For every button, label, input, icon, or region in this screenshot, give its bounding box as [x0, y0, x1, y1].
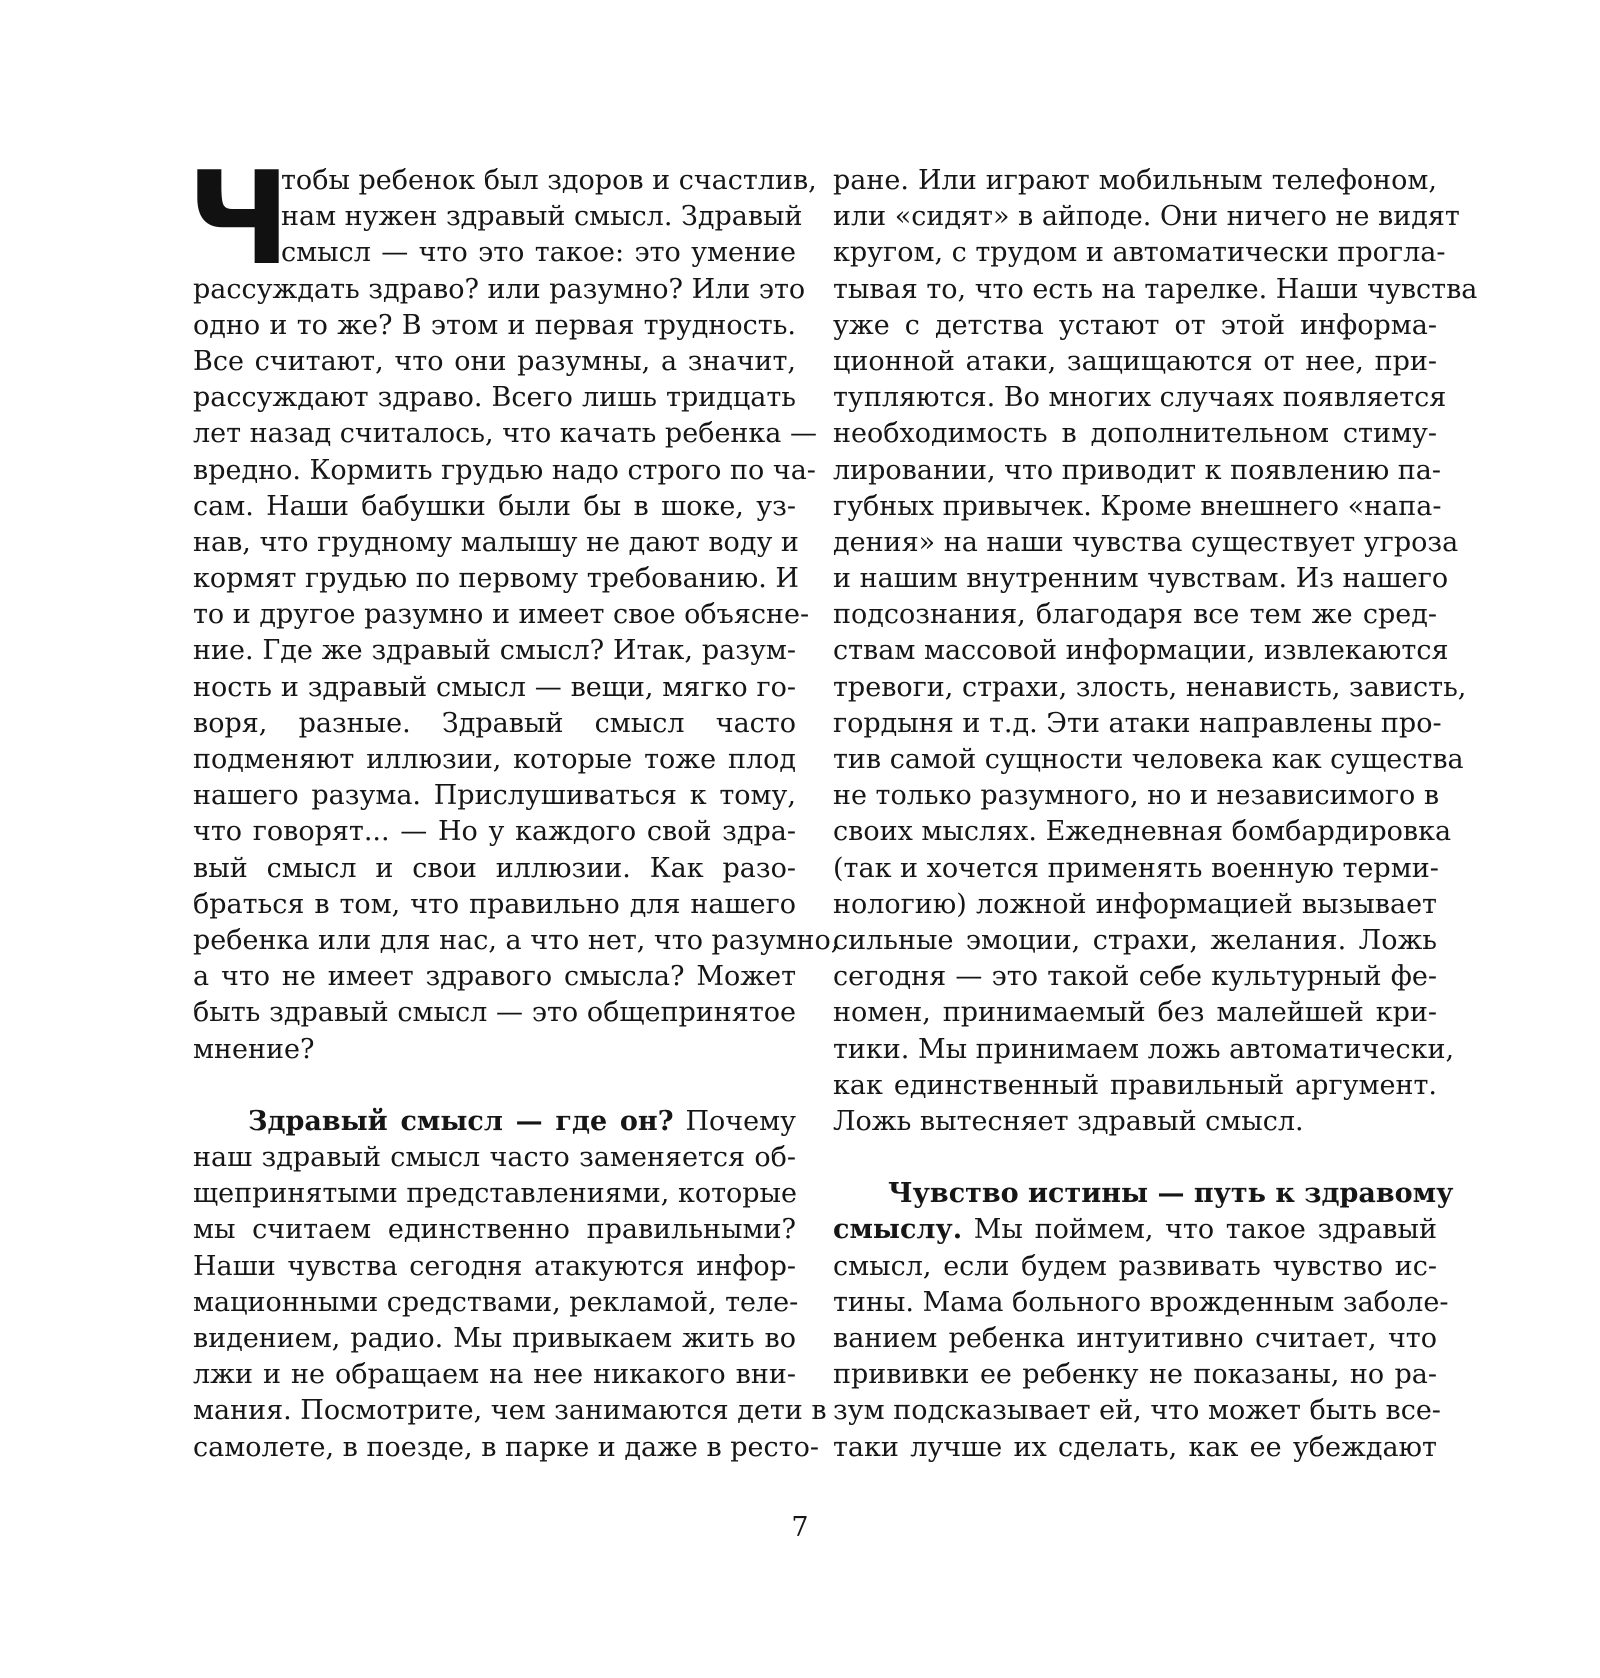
page-number: 7 — [791, 1512, 809, 1543]
text-line: подсознания, благодаря все тем же сред- — [833, 599, 1437, 631]
section-heading-line — [833, 1212, 1437, 1248]
text-line: зум подсказывает ей, что может быть все- — [833, 1395, 1441, 1427]
text-line: щепринятыми представлениями, которые — [193, 1178, 798, 1210]
text-line: дения» на наши чувства существует угроза — [833, 526, 1459, 558]
text-line: тупляются. Во многих случаях появляется — [833, 382, 1447, 414]
text-line: мационными средствами, рекламой, теле- — [193, 1286, 799, 1318]
left-column — [187, 145, 840, 1466]
text-line: гордыня и т.д. Эти атаки направлены про- — [833, 707, 1442, 739]
text-line: наш здравый смысл часто заменяется об- — [193, 1142, 796, 1174]
paragraph-gap — [833, 1140, 1437, 1176]
text-line: ванием ребенка интуитивно считает, что — [833, 1323, 1437, 1354]
text-line: тики. Мы принимаем ложь автоматически, — [833, 1033, 1455, 1065]
paragraph-gap — [193, 1068, 796, 1104]
text-line: ребенка или для нас, а что нет, что разумно, — [193, 924, 840, 956]
text-fragment: Мы поймем, что такое здравый — [962, 1214, 1437, 1246]
text-line: рассуждают здраво. Всего лишь тридцать — [193, 382, 796, 414]
text-line: тины. Мама больного врожденным заболе- — [833, 1286, 1449, 1318]
section-heading-end: смыслу. — [833, 1214, 963, 1246]
text-line: то и другое разумно и имеет свое объясне- — [193, 599, 810, 631]
text-line: ционной атаки, защищаются от нее, при- — [833, 345, 1437, 377]
right-column — [833, 163, 1478, 1466]
text-line: нашего разума. Прислушиваться к тому, — [193, 780, 796, 812]
text-line: уже с детства устают от этой информа- — [833, 309, 1437, 341]
text-line: номен, принимаемый без малейшей кри- — [833, 997, 1437, 1029]
text-line: тревоги, страхи, злость, ненависть, зависть, — [833, 671, 1467, 703]
text-line: Все считают, что они разумны, а значит, — [193, 345, 796, 377]
text-line: вредно. Кормить грудью надо строго по ча- — [193, 454, 816, 486]
text-line: воря, разные. Здравый смысл часто — [193, 707, 796, 739]
text-line: рассуждать здраво? или разумно? Или это — [193, 273, 806, 305]
text-line: нам нужен здравый смысл. Здравый — [281, 201, 803, 233]
text-line: браться в том, что правильно для нашего — [193, 888, 796, 920]
text-line: мнение? — [193, 1033, 315, 1065]
text-line: тив самой сущности человека как существа — [833, 744, 1464, 775]
text-line: нав, что грудному малышу не дают воду и — [193, 526, 799, 558]
text-line: не только разумного, но и независимого в — [833, 780, 1440, 812]
text-line: лировании, что приводит к появлению па- — [833, 454, 1442, 486]
text-line: смысл — что это такое: это умение — [281, 237, 796, 269]
text-line: а что не имеет здравого смысла? Может — [193, 961, 796, 993]
section-heading: Чувство истины — путь к здравому — [888, 1178, 1454, 1210]
text-line: видением, радио. Мы привыкаем жить во — [193, 1323, 796, 1354]
text-line: прививки ее ребенку не показаны, но ра- — [833, 1359, 1437, 1391]
text-line: Ложь вытесняет здравый смысл. — [833, 1105, 1304, 1137]
section-heading: Здравый смысл — где он? — [248, 1105, 674, 1137]
text-line: ране. Или играют мобильным телефоном, — [833, 165, 1437, 196]
text-line: или «сидят» в айподе. Они ничего не видят — [833, 201, 1460, 233]
text-line: мы считаем единственно правильными? — [193, 1214, 796, 1246]
text-line: быть здравый смысл — это общепринятое — [193, 997, 796, 1029]
text-line: кругом, с трудом и автоматически прогла- — [833, 237, 1446, 269]
section-heading-line — [193, 1104, 796, 1140]
text-line: (так и хочется применять военную терми- — [833, 852, 1439, 884]
text-line: лжи и не обращаем на нее никакого вни- — [193, 1359, 796, 1391]
text-line: необходимость в дополнительном стиму- — [833, 418, 1437, 450]
text-line: лет назад считалось, что качать ребенка — — [193, 418, 817, 450]
text-line: что говорят... — Но у каждого свой здра- — [193, 816, 796, 848]
text-line: сегодня — это такой себе культурный фе- — [833, 961, 1437, 993]
text-line: нологию) ложной информацией вызывает — [833, 888, 1437, 920]
text-line: мания. Посмотрите, чем занимаются дети в — [193, 1395, 827, 1427]
dropcap — [187, 145, 291, 294]
text-line: кормят грудью по первому требованию. И — [193, 563, 799, 595]
text-line: тобы ребенок был здоров и счастлив, — [281, 165, 817, 196]
text-line: губных привычек. Кроме внешнего «напа- — [833, 490, 1442, 522]
text-line: Наши чувства сегодня атакуются инфор- — [193, 1250, 796, 1282]
text-fragment: Почему — [673, 1105, 796, 1137]
text-line: тывая то, что есть на тарелке. Наши чувства — [833, 273, 1478, 305]
text-line: подменяют иллюзии, которые тоже плод — [193, 744, 796, 775]
text-line: смысл, если будем развивать чувство ис- — [833, 1250, 1437, 1282]
text-line: ние. Где же здравый смысл? Итак, разум- — [193, 635, 796, 667]
text-line: вый смысл и свои иллюзии. Как разо- — [193, 852, 796, 884]
text-line: ствам массовой информации, извлекаются — [833, 635, 1449, 667]
dropcap-letter: Ч — [187, 145, 291, 294]
text-line: как единственный правильный аргумент. — [833, 1069, 1437, 1101]
text-line: самолете, в поезде, в парке и даже в ресто- — [193, 1431, 819, 1463]
text-line: одно и то же? В этом и первая трудность. — [193, 309, 796, 341]
text-line: таки лучше их сделать, как ее убеждают — [833, 1431, 1437, 1463]
text-line: своих мыслях. Ежедневная бомбардировка — [833, 816, 1452, 848]
text-line: сам. Наши бабушки были бы в шоке, уз- — [193, 490, 796, 522]
text-line: ность и здравый смысл — вещи, мягко го- — [193, 671, 796, 703]
text-line: сильные эмоции, страхи, желания. Ложь — [833, 924, 1437, 956]
text-line: и нашим внутренним чувствам. Из нашего — [833, 563, 1449, 595]
